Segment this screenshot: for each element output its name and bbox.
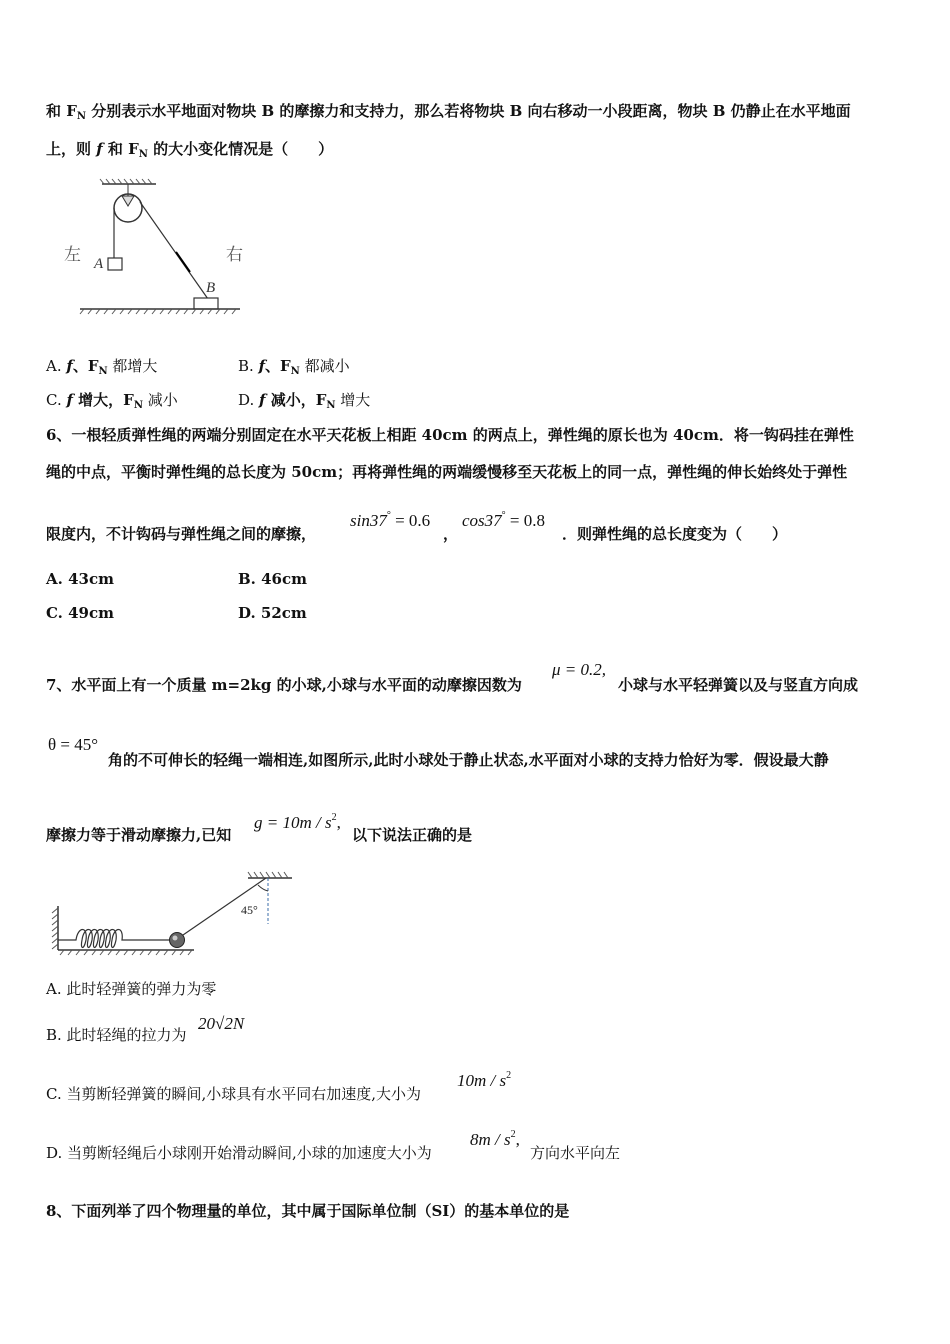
q7-option-c-math: $10m / s^2$ [457, 1070, 512, 1090]
label-b: B [206, 280, 216, 296]
q7-spring-figure [44, 866, 304, 956]
q5-pulley-figure [60, 178, 260, 318]
q7-option-b[interactable]: B. 此时轻绳的拉力为 [46, 1026, 187, 1044]
q5-option-b[interactable]: B. f、$F_N$ 都减小 [238, 357, 350, 377]
q6-math-sin: sin37° = 0.6 [350, 510, 431, 530]
q7-math-theta: θ = 45° [48, 735, 99, 754]
q5-line2: 上，则 f 和 $F_N$ 的大小变化情况是（ ） [46, 140, 334, 160]
q7-math-g: $g = 10m / s^2$, [254, 812, 341, 832]
q7-line3b: 以下说法正确的是 [352, 826, 473, 844]
q7-option-b-math: 20√2N [198, 1014, 245, 1033]
q5-option-a[interactable]: A. f、$F_N$ 都增大 [46, 357, 158, 377]
q6-option-a[interactable]: A. 43cm [46, 570, 114, 588]
q7-option-d-math: $8m / s^2$, [470, 1129, 520, 1149]
q7-option-d-tail: 方向水平向左 [530, 1144, 621, 1162]
q6-option-b[interactable]: B. 46cm [238, 570, 308, 588]
q8-line1: 8、下面列举了四个物理量的单位，其中属于国际单位制（SI）的基本单位的是 [46, 1202, 570, 1220]
q7-option-a[interactable]: A. 此时轻弹簧的弹力为零 [46, 980, 217, 998]
angle-label: 45° [241, 903, 258, 917]
q7-line1a: 7、水平面上有一个质量 m=2kg 的小球,小球与水平面的动摩擦因数为 [46, 676, 522, 694]
q7-option-d[interactable]: D. 当剪断轻绳后小球刚开始滑动瞬间,小球的加速度大小为 [46, 1144, 432, 1162]
q6-comma: ， [443, 525, 459, 543]
q6-line3b: ．则弹性绳的总长度变为（ ） [562, 525, 788, 543]
q6-line1: 6、一根轻质弹性绳的两端分别固定在水平天花板上相距 40cm 的两点上，弹性绳的原长也为 40cm．将一钩码挂在弹性 [46, 426, 854, 444]
q6-line3a: 限度内，不计钩码与弹性绳之间的摩擦， [46, 525, 317, 543]
q7-line3a: 摩擦力等于滑动摩擦力,已知 [46, 826, 232, 844]
q7-line2: 角的不可伸长的轻绳一端相连,如图所示,此时小球处于静止状态,水平面对小球的支持力恰好为零．假设最大静 [108, 751, 829, 769]
q5-option-c[interactable]: C. f 增大，$F_N$ 减小 [46, 391, 178, 411]
q5-option-d[interactable]: D. f 减小，$F_N$ 增大 [238, 391, 371, 411]
label-a: A [94, 256, 104, 272]
q5-line1: 和 $F_N$ 分别表示水平地面对物块 B 的摩擦力和支持力，那么若将物块 B 向右移动一小段距离，物块 B 仍静止在水平地面 [46, 102, 851, 122]
q6-line2: 绳的中点，平衡时弹性绳的总长度为 50cm；再将弹性绳的两端缓慢移至天花板上的同一点，弹性绳的伸长始终处于弹性 [46, 463, 848, 481]
q7-math-mu: μ = 0.2, [552, 660, 607, 679]
q6-option-d[interactable]: D. 52cm [238, 604, 307, 622]
q6-math-cos: cos37° = 0.8 [462, 510, 546, 530]
label-left: 左 [64, 245, 81, 265]
label-right: 右 [226, 245, 243, 265]
q7-option-c[interactable]: C. 当剪断轻弹簧的瞬间,小球具有水平同右加速度,大小为 [46, 1085, 422, 1103]
q6-option-c[interactable]: C. 49cm [46, 604, 114, 622]
q7-line1b: 小球与水平轻弹簧以及与竖直方向成 [618, 676, 859, 694]
